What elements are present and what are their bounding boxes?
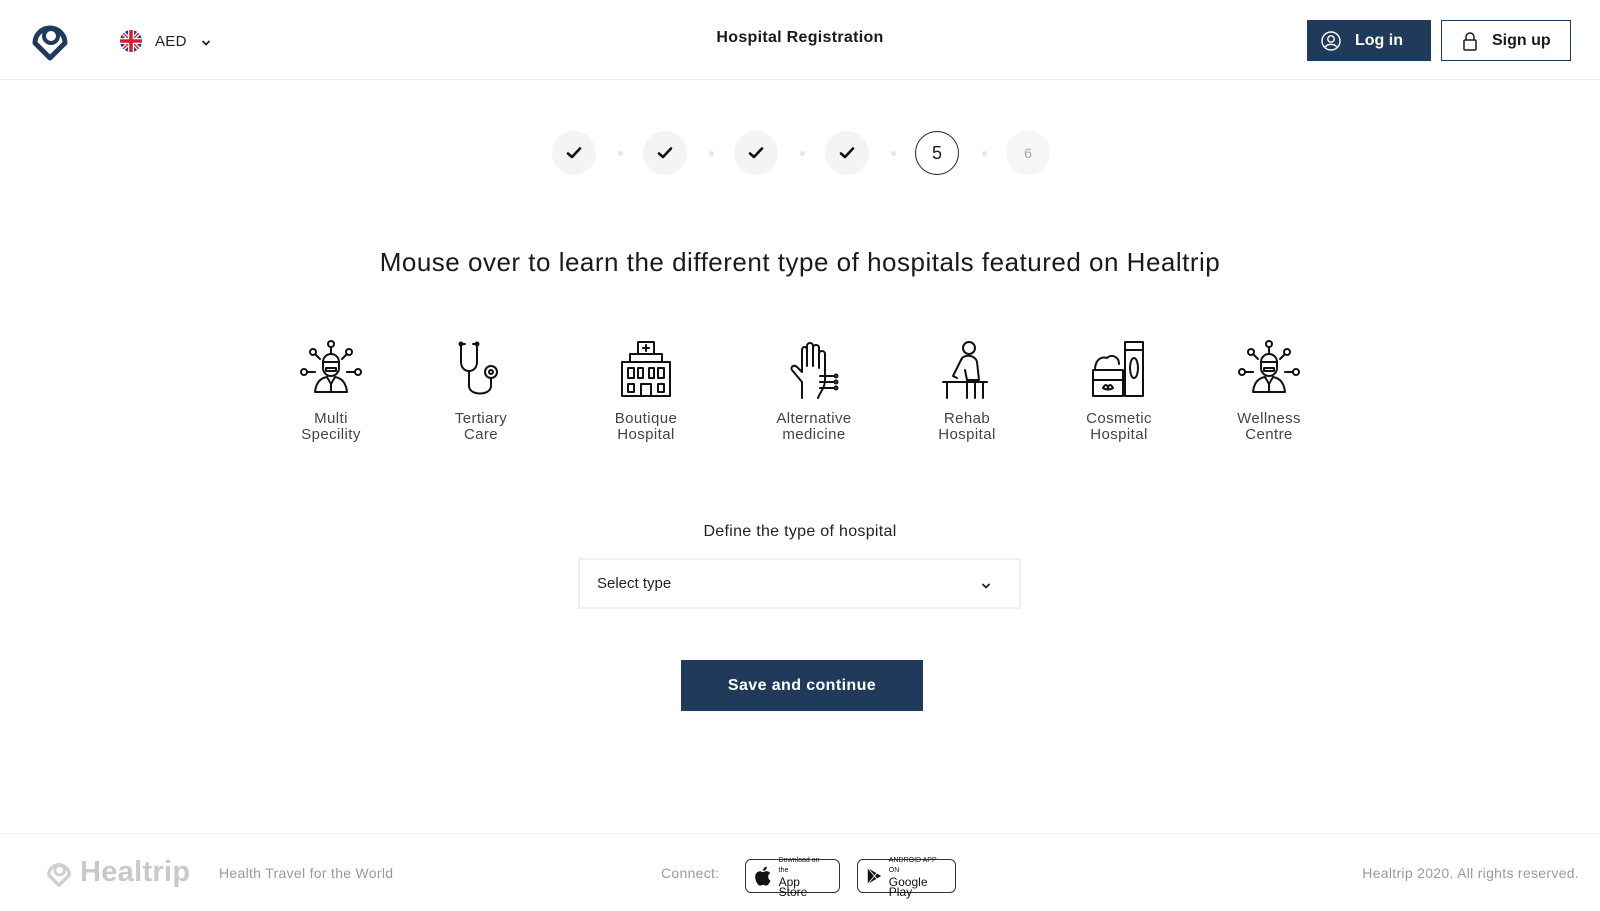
user-icon — [1321, 31, 1341, 51]
hospital-type-tertiary-care[interactable] — [411, 340, 551, 443]
hospital-types-list — [0, 340, 1600, 460]
step-connector — [982, 151, 987, 156]
chevron-down-icon — [980, 580, 992, 592]
footer-brand: Healtrip — [80, 856, 191, 888]
step-connector — [618, 151, 623, 156]
hospital-type-select[interactable] — [578, 558, 1021, 609]
step-5-current: 5 — [915, 131, 959, 175]
select-value: Select type — [597, 575, 672, 592]
app-store-text: Download on the App Store — [778, 856, 820, 899]
cosmetic-icon — [1087, 340, 1151, 400]
stethoscope-icon — [449, 340, 513, 400]
currency-label: AED — [155, 32, 187, 50]
check-icon — [748, 146, 764, 160]
define-type-label: Define the type of hospital — [703, 523, 897, 540]
signup-label: Sign up — [1492, 31, 1551, 49]
step-6-pending: 6 — [1006, 131, 1050, 175]
save-and-continue-button[interactable]: Save and continue — [681, 660, 923, 711]
login-label: Log in — [1355, 31, 1403, 49]
hospital-type-boutique-hospital[interactable] — [576, 340, 716, 443]
healtrip-logo-icon — [44, 858, 74, 888]
hospital-type-label: Boutique Hospital — [614, 410, 678, 443]
wellness-icon — [1237, 340, 1301, 400]
hospital-type-label: Alternative medicine — [776, 410, 852, 443]
copyright-text: Healtrip 2020. All rights reserved. — [1362, 865, 1579, 881]
hospital-type-label: Tertiary Care — [454, 410, 508, 443]
footer — [0, 833, 1600, 911]
footer-logo[interactable] — [44, 856, 190, 889]
rehab-icon — [935, 340, 999, 400]
hospital-type-cosmetic-hospital[interactable] — [1049, 340, 1189, 443]
hospital-type-label: Rehab Hospital — [938, 410, 996, 443]
step-connector — [709, 151, 714, 156]
header — [0, 0, 1600, 80]
step-connector — [800, 151, 805, 156]
hospital-type-label: Multi Specility — [301, 410, 361, 443]
hospital-building-icon — [614, 340, 678, 400]
hospital-type-label: Cosmetic Hospital — [1086, 410, 1152, 443]
step-connector — [891, 151, 896, 156]
check-icon — [839, 146, 855, 160]
connect-label: Connect: — [661, 865, 720, 881]
apple-icon — [754, 865, 774, 887]
google-play-icon — [866, 865, 884, 887]
section-title: Mouse over to learn the different type of hospitals featured on Healtrip — [379, 247, 1221, 277]
hospital-type-multi-specialty[interactable] — [261, 340, 401, 443]
google-play-button[interactable] — [857, 856, 956, 899]
step-2-complete — [643, 131, 687, 175]
hand-icon — [782, 340, 846, 400]
hospital-type-wellness-centre[interactable] — [1199, 340, 1339, 443]
multi-specialty-icon — [299, 340, 363, 400]
footer-tagline: Health Travel for the World — [219, 865, 394, 881]
login-button[interactable] — [1307, 20, 1431, 61]
step-3-complete — [734, 131, 778, 175]
hospital-type-label: Wellness Centre — [1237, 410, 1301, 443]
hospital-type-alternative-medicine[interactable] — [744, 340, 884, 443]
step-4-complete — [825, 131, 869, 175]
app-store-button[interactable] — [745, 856, 840, 899]
check-icon — [566, 146, 582, 160]
lock-icon — [1462, 31, 1478, 51]
signup-button[interactable] — [1441, 20, 1571, 61]
google-play-text: ANDROID APP ON Google Play — [888, 856, 937, 899]
hospital-type-rehab-hospital[interactable] — [897, 340, 1037, 443]
step-1-complete — [552, 131, 596, 175]
page-title: Hospital Registration — [716, 29, 884, 46]
check-icon — [657, 146, 673, 160]
